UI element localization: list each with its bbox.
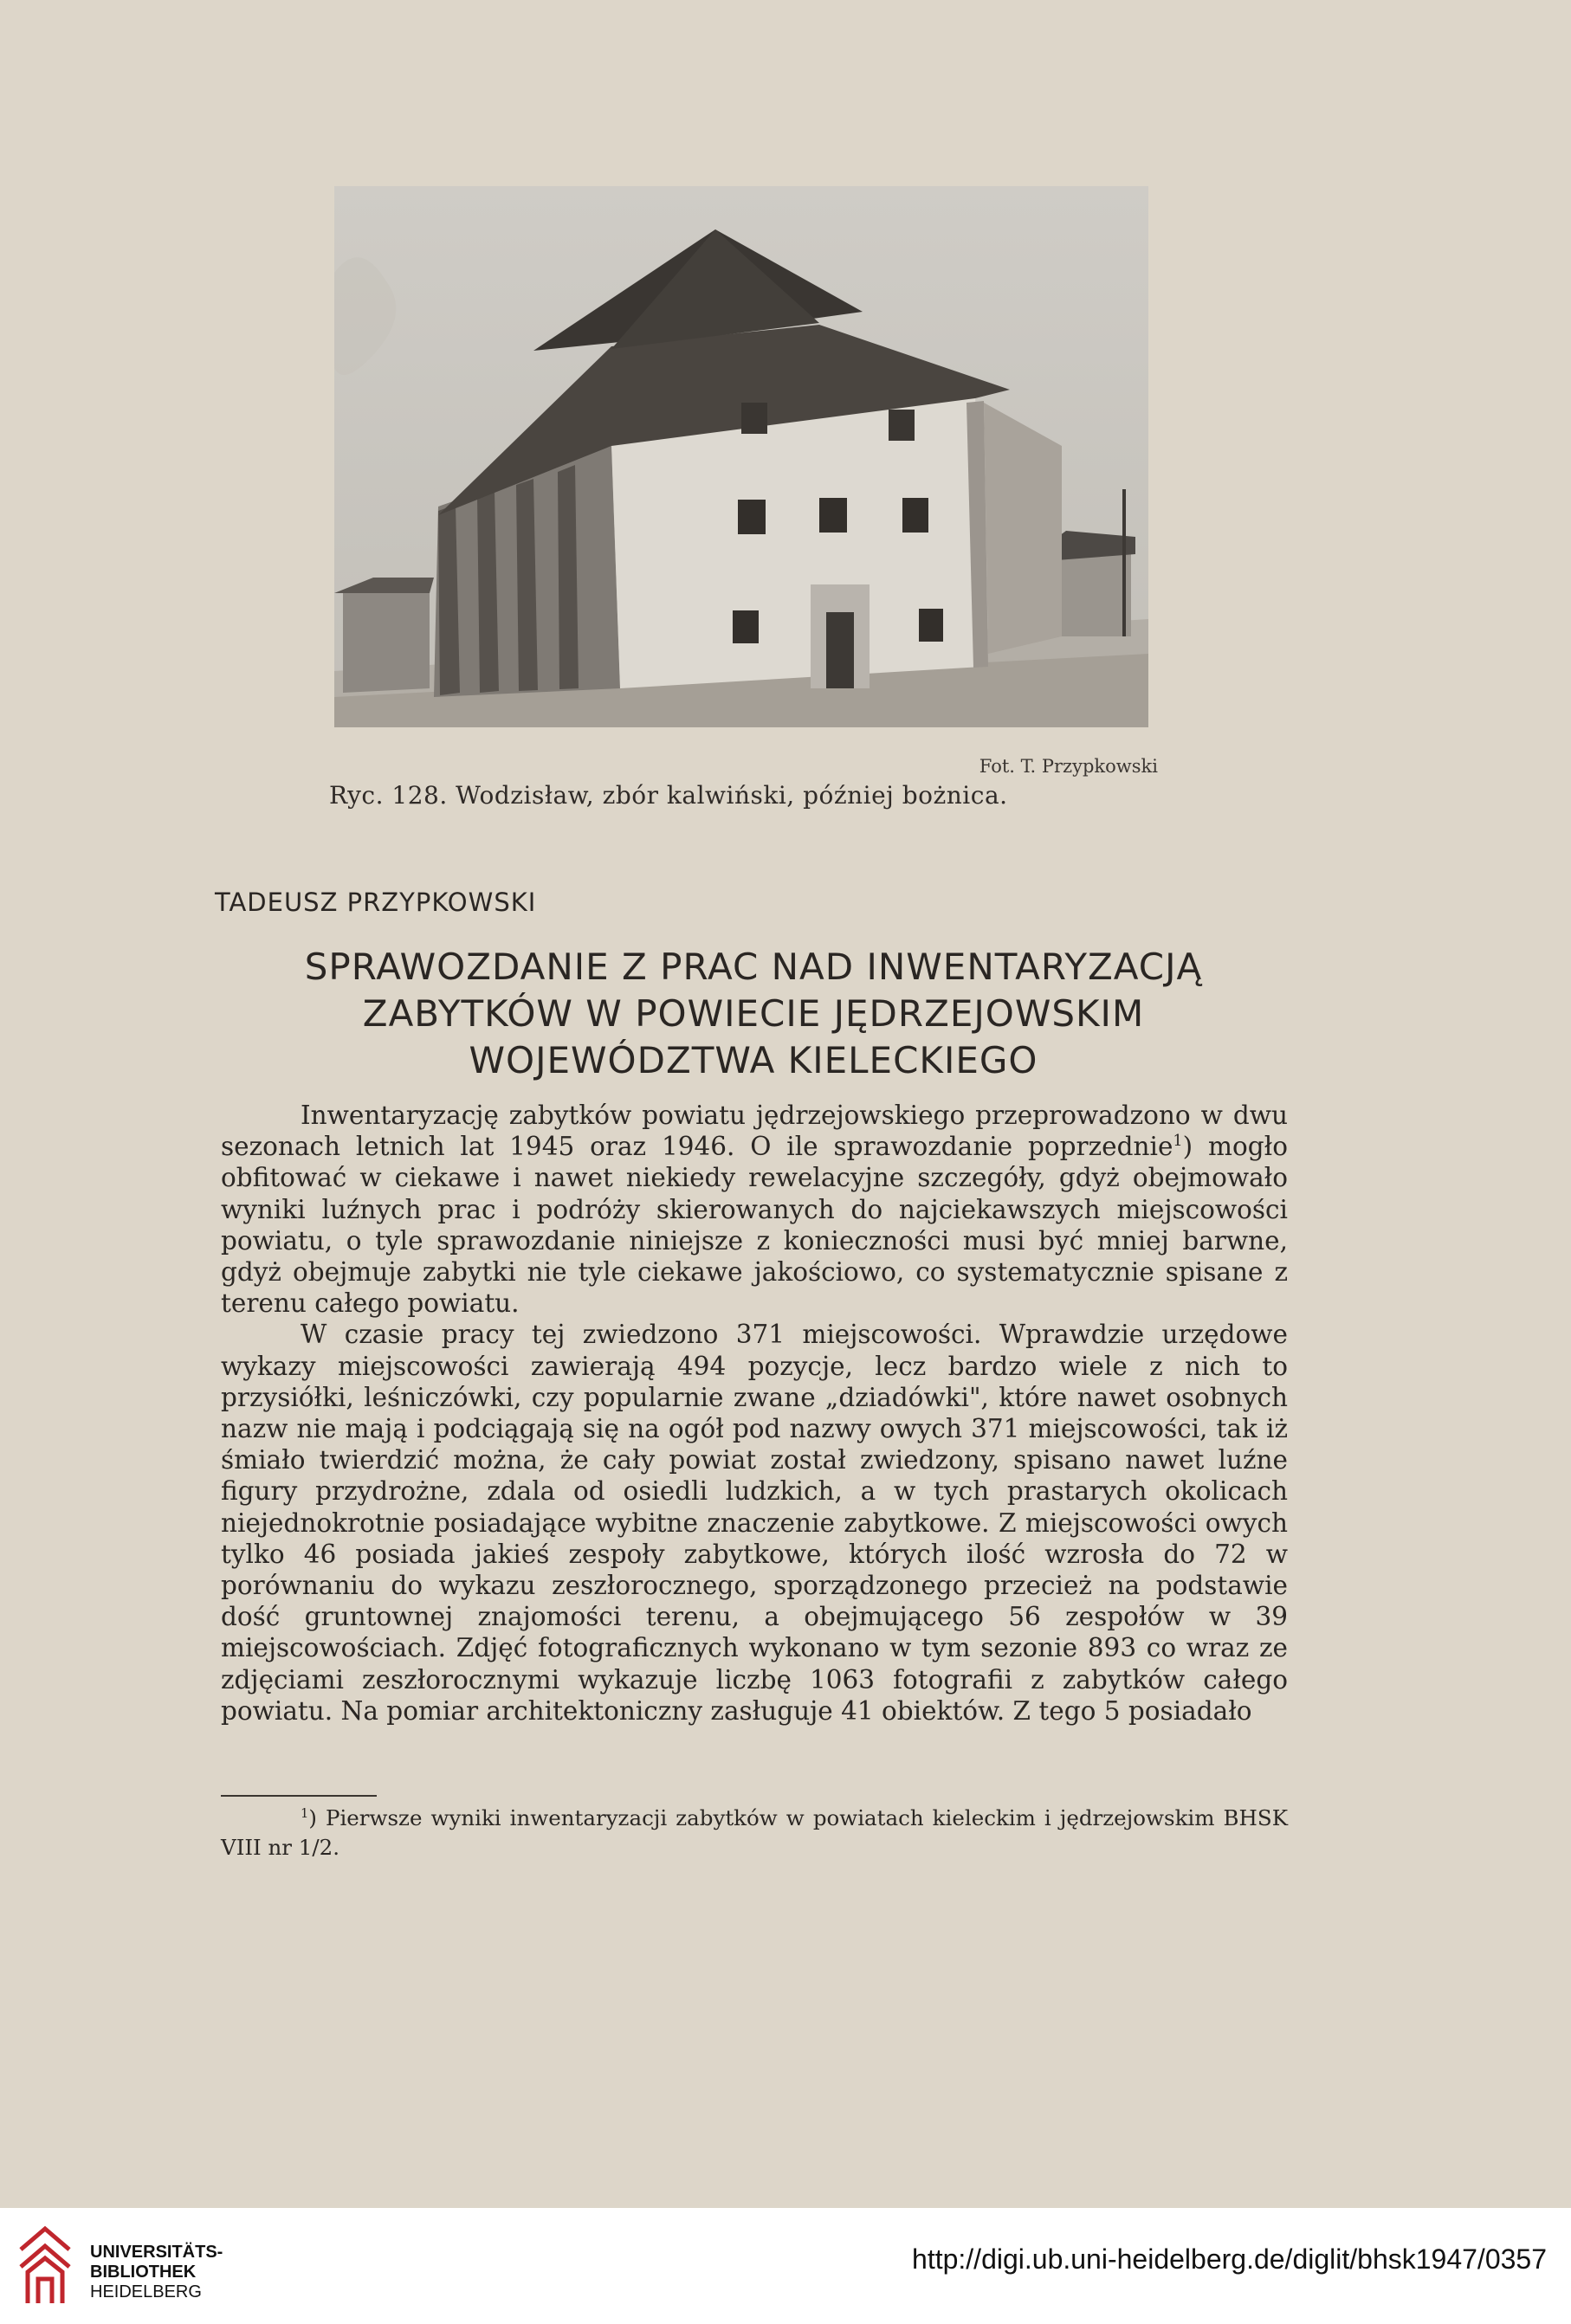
paragraph bbox=[221, 1100, 1288, 1319]
heidelberg-library-logo-icon[interactable] bbox=[16, 2224, 74, 2308]
library-name[interactable] bbox=[90, 2243, 223, 2302]
article-author: TADEUSZ PRZYPKOWSKI bbox=[215, 888, 537, 917]
library-name-line: UNIVERSITÄTS- bbox=[90, 2243, 223, 2262]
title-line: ZABYTKÓW W POWIECIE JĘDRZEJOWSKIM bbox=[362, 992, 1145, 1035]
footnote-text: ) Pierwsze wyniki inwentaryzacji zabytków w powiatach kieleckim i jędrzejowskim BHSK VIII nr 1/2. bbox=[221, 1805, 1288, 1860]
photo-credit: Fot. T. Przypkowski bbox=[979, 756, 1158, 777]
paragraph-text: ) mogło obfitować w ciekawe i nawet niekiedy rewelacyjne szczegóły, gdyż obejmowało wyniki luźnych prac i podróży skierowanych do najciekawszych miejscowości powiatu, o tyle sprawozdanie niniejsze z konieczności musi być mniej barwne, gdyż obejmuje zabytki nie tyle ciekawe jakościowo, co systematycznie spisane z terenu całego powiatu. bbox=[221, 1132, 1288, 1319]
footnote-number: 1 bbox=[301, 1805, 309, 1821]
title-line: SPRAWOZDANIE Z PRAC NAD INWENTARYZACJĄ bbox=[304, 946, 1203, 988]
library-name-line: HEIDELBERG bbox=[90, 2282, 202, 2301]
figure-caption: Ryc. 128. Wodzisław, zbór kalwiński, później bożnica. bbox=[329, 781, 1008, 810]
title-line: WOJEWÓDZTWA KIELECKIEGO bbox=[469, 1039, 1038, 1081]
library-name-line: BIBLIOTHEK bbox=[90, 2263, 197, 2282]
paragraph-text: Inwentaryzację zabytków powiatu jędrzejowskiego przeprowadzono w dwu sezonach letnich lat 1945 oraz 1946. O ile sprawozdanie poprzednie bbox=[221, 1101, 1288, 1162]
article-body bbox=[221, 1100, 1288, 1727]
source-url-link[interactable]: http://digi.ub.uni-heidelberg.de/diglit/bhsk1947/0357 bbox=[912, 2243, 1547, 2275]
footnote-marker: 1 bbox=[1173, 1133, 1183, 1151]
footnote-divider bbox=[221, 1795, 377, 1797]
footnote bbox=[221, 1804, 1288, 1862]
synagogue-photo bbox=[334, 186, 1148, 727]
paragraph: W czasie pracy tej zwiedzono 371 miejscowości. Wprawdzie urzędowe wykazy miejscowości zawierają 494 pozycje, lecz bardzo wiele z nich to przysiółki, leśniczówki, czy popularnie zwane „dziadówki", które nawet osobnych nazw nie mają i podciągają się na ogół pod nazwy owych 371 miejscowości, tak iż śmiało twierdzić można, że cały powiat został zwiedzony, spisano nawet luźne figury przydrożne, zdala od osiedli ludzkich, a w tych prastarych okolicach niejednokrotnie posiadające wybitne znaczenie zabytkowe. Z miejscowości owych tylko 46 posiada jakieś zespoły zabytkowe, których ilość wzrosła do 72 w porównaniu do wykazu zeszłorocznego, sporządzonego przecież na podstawie dość gruntownej znajomości terenu, a obejmującego 56 zespołów w 39 miejscowościach. Zdjęć fotograficznych wykonano w tym sezonie 893 co wraz ze zdjęciami zeszłorocznymi wykazuje liczbę 1063 fotografii z zabytków całego powiatu. Na pomiar architektoniczny zasługuje 41 obiektów. Z tego 5 posiadało bbox=[221, 1320, 1288, 1726]
article-title bbox=[191, 944, 1316, 1084]
photo-illustration bbox=[334, 186, 1148, 727]
